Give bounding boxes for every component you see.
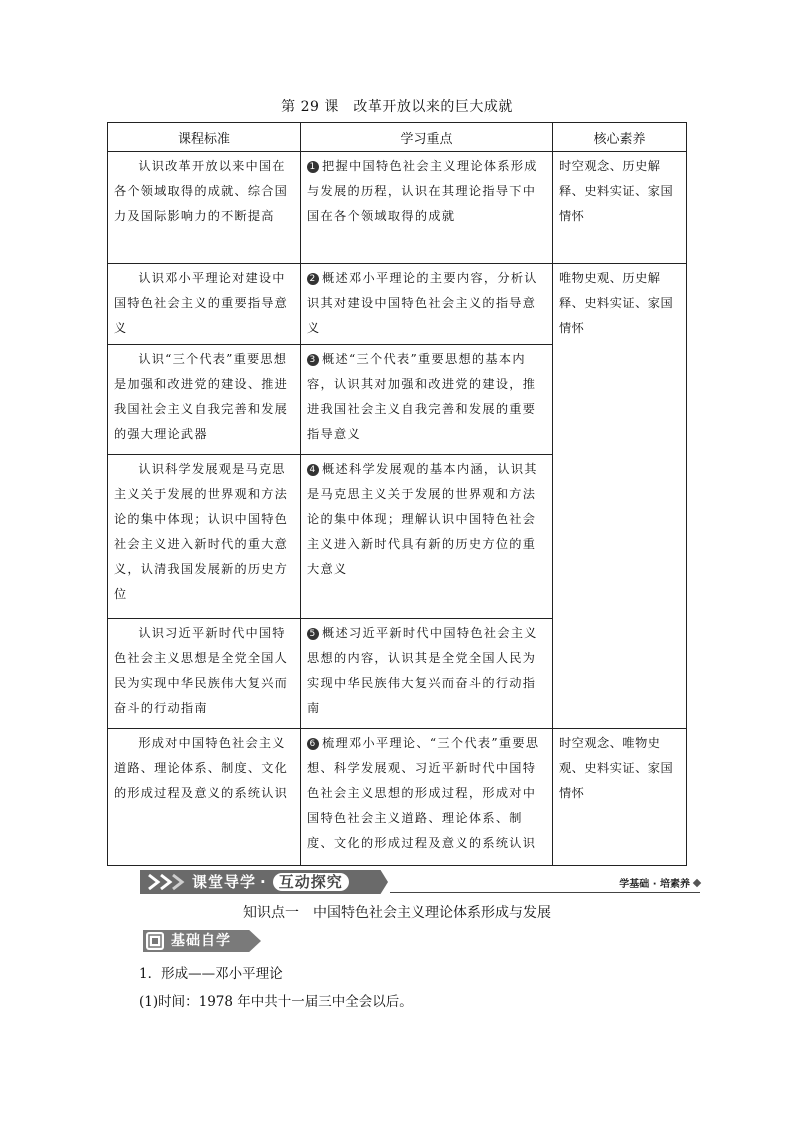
diamond-icon	[693, 879, 701, 887]
knowledge-point-heading: 知识点一 中国特色社会主义理论体系形成与发展	[243, 905, 551, 921]
focus-text: 概述科学发展观的基本内涵，认识其是马克思主义关于发展的世界观和方法论的集中体现；理解认识中国特色社会主义进入新时代具有新的历史方位的重大意义	[307, 462, 538, 576]
standard-cell: 认识改革开放以来中国在各个领域取得的成就、综合国力及国际影响力的不断提高	[108, 152, 301, 264]
number-badge-icon: 4	[307, 464, 319, 476]
focus-cell	[301, 619, 553, 729]
number-badge-icon: 6	[307, 738, 319, 750]
table-row	[108, 264, 687, 345]
header-focus: 学习重点	[301, 123, 553, 152]
book-icon	[146, 932, 164, 950]
table-row	[108, 729, 687, 866]
subsection-tag	[143, 930, 261, 952]
number-badge-icon: 2	[307, 273, 319, 285]
curriculum-table	[107, 122, 687, 866]
standard-cell: 认识“三个代表”重要思想是加强和改进党的建设、推进我国社会主义自我完善和发展的强大理论武器	[108, 345, 301, 455]
standard-cell: 认识科学发展观是马克思主义关于发展的世界观和方法论的集中体现；认识中国特色社会主义进入新时代的重大意义，认清我国发展新的历史方位	[108, 455, 301, 619]
banner-tagline	[619, 875, 700, 890]
standard-cell: 形成对中国特色社会主义道路、理论体系、制度、文化的形成过程及意义的系统认识	[108, 729, 301, 866]
header-standard: 课程标准	[108, 123, 301, 152]
subsection-title: 基础自学	[171, 933, 231, 949]
standard-cell: 认识邓小平理论对建设中国特色社会主义的重要指导意义	[108, 264, 301, 345]
focus-text: 梳理邓小平理论、“三个代表”重要思想、科学发展观、习近平新时代中国特色社会主义思想的形成过程，形成对中国特色社会主义道路、理论体系、制度、文化的形成过程及意义的系统认识	[307, 736, 540, 850]
focus-cell	[301, 455, 553, 619]
body-line: 1．形成——邓小平理论	[139, 966, 283, 982]
banner-title	[192, 870, 349, 894]
core-cell: 时空观念、唯物史观、史料实证、家国情怀	[553, 729, 687, 866]
focus-cell	[301, 152, 553, 264]
focus-text: 概述习近平新时代中国特色社会主义思想的内容，认识其是全党全国人民为实现中华民族伟大复兴而奋斗的行动指南	[307, 626, 538, 715]
core-cell: 唯物史观、历史解释、史料实证、家国情怀	[553, 264, 687, 729]
table-row	[108, 152, 687, 264]
focus-text: 概述“三个代表”重要思想的基本内容，认识其对加强和改进党的建设，推进我国社会主义自我完善和发展的重要指导意义	[307, 352, 537, 441]
double-chevron-icon	[146, 873, 186, 891]
header-core: 核心素养	[553, 123, 687, 152]
focus-cell	[301, 264, 553, 345]
lesson-title: 第 29 课 改革开放以来的巨大成就	[281, 99, 513, 115]
focus-text: 概述邓小平理论的主要内容，分析认识其对建设中国特色社会主义的指导意义	[307, 271, 538, 335]
banner-tagline-text: 学基础 · 培素养	[619, 879, 690, 890]
number-badge-icon: 1	[307, 161, 319, 173]
standard-cell: 认识习近平新时代中国特色社会主义思想是全党全国人民为实现中华民族伟大复兴而奋斗的行动指南	[108, 619, 301, 729]
banner-title-part1: 课堂导学	[192, 873, 257, 891]
core-cell: 时空观念、历史解释、史料实证、家国情怀	[553, 152, 687, 264]
number-badge-icon: 5	[307, 628, 319, 640]
focus-cell	[301, 345, 553, 455]
banner-rule	[390, 892, 700, 893]
number-badge-icon: 3	[307, 354, 319, 366]
banner-title-part2: 互动探究	[273, 873, 349, 891]
section-banner	[140, 870, 700, 894]
focus-cell	[301, 729, 553, 866]
banner-dot: ·	[260, 873, 267, 891]
table-header-row	[108, 123, 687, 152]
body-line: (1)时间：1978 年中共十一届三中全会以后。	[139, 994, 413, 1010]
focus-text: 把握中国特色社会主义理论体系形成与发展的历程，认识在其理论指导下中国在各个领域取得的成就	[307, 159, 538, 223]
